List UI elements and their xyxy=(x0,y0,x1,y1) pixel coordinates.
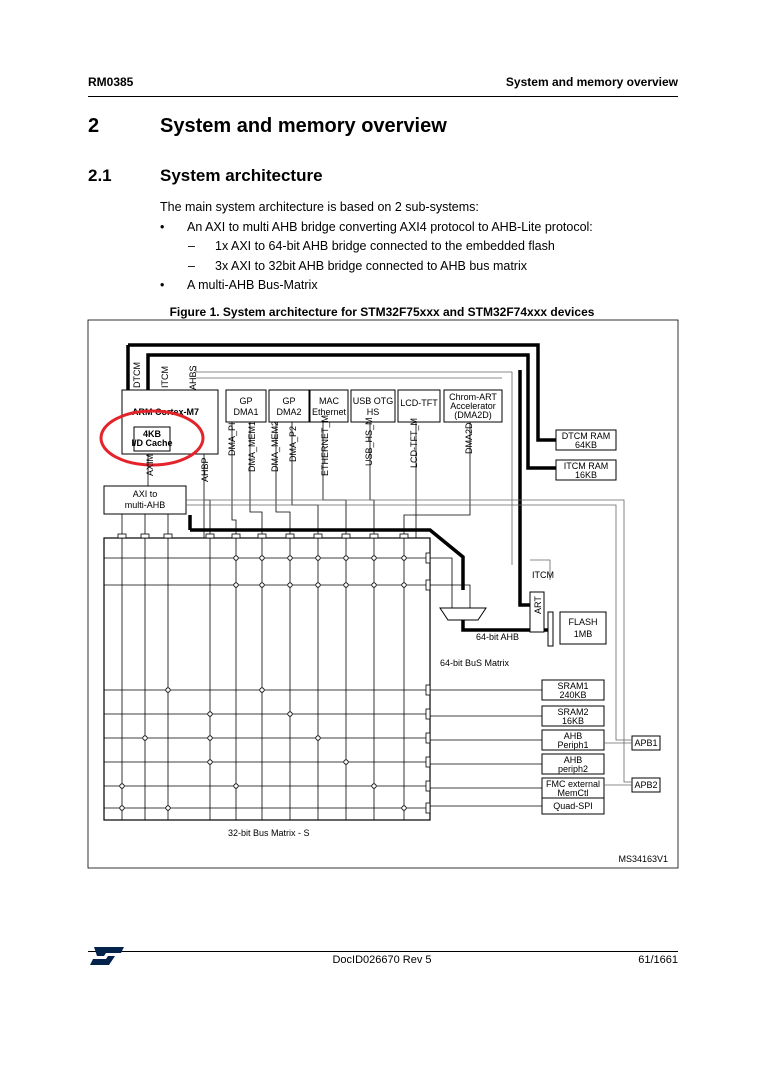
matrix-master-port xyxy=(206,534,214,538)
matrix-master-port xyxy=(314,534,322,538)
matrix-node xyxy=(120,784,124,788)
matrix-master-port xyxy=(232,534,240,538)
slave-size: 16KB xyxy=(561,716,585,726)
ahbp-port-label: AHBP xyxy=(200,457,210,482)
svg-text:GP: GP xyxy=(282,396,296,406)
apb1-block xyxy=(632,736,660,750)
svg-text:DMA2: DMA2 xyxy=(276,407,302,417)
slave-block xyxy=(430,754,604,774)
bus-label: DMA_P2 xyxy=(288,425,298,462)
matrix64-label: 64-bit BuS Matrix xyxy=(440,658,510,668)
master-lcd-tft xyxy=(398,390,440,422)
svg-text:DMA1: DMA1 xyxy=(233,407,259,417)
matrix-node xyxy=(120,806,124,810)
master-gp-dma1 xyxy=(226,390,266,422)
svg-text:1MB: 1MB xyxy=(573,629,593,639)
intro-paragraph: The main system architecture is based on 2 sub-systems: xyxy=(160,200,479,214)
dtcm-ram-block xyxy=(556,430,616,450)
flash-block xyxy=(560,612,606,644)
matrix-node xyxy=(260,556,264,560)
axi-bridge-line1: AXI to xyxy=(132,489,158,499)
slave-label: SRAM2 xyxy=(557,707,589,717)
matrix-node xyxy=(372,556,376,560)
matrix-slave-port xyxy=(426,803,430,813)
slave-size: periph2 xyxy=(557,764,589,774)
matrix-slave-port xyxy=(426,709,430,719)
matrix-node xyxy=(372,784,376,788)
axim-port-label: AXIM xyxy=(145,453,155,476)
sub-bullet-item: – 3x AXI to 32bit AHB bridge connected to AHB bus matrix xyxy=(160,257,680,277)
master-chrom-art xyxy=(444,390,502,422)
slave-block xyxy=(430,798,604,814)
apb2-block xyxy=(632,778,660,792)
matrix-master-port xyxy=(370,534,378,538)
svg-text:16KB: 16KB xyxy=(574,470,598,480)
slave-block xyxy=(430,730,604,750)
svg-text:HS: HS xyxy=(366,407,380,417)
slave-label: Quad-SPI xyxy=(553,801,593,811)
matrix-slave-port xyxy=(426,580,430,590)
bus-label: USB_HS_M xyxy=(364,417,374,466)
svg-text:USB OTG: USB OTG xyxy=(352,396,394,406)
matrix-node xyxy=(260,583,264,587)
matrix-node xyxy=(344,760,348,764)
matrix-slave-port xyxy=(426,781,430,791)
svg-text:Chrom-ART: Chrom-ART xyxy=(449,392,497,402)
matrix-node xyxy=(166,688,170,692)
itcm-port-label: ITCM xyxy=(160,366,170,388)
matrix-master-port xyxy=(400,534,408,538)
art-label: ART xyxy=(533,596,543,614)
matrix-node xyxy=(402,806,406,810)
itcm-label: ITCM xyxy=(532,570,554,580)
subsection-title: System architecture xyxy=(160,166,323,185)
svg-text:LCD-TFT: LCD-TFT xyxy=(400,398,438,408)
core-name: ARM Cortex-M7 xyxy=(132,407,200,417)
section-number: 2 xyxy=(88,115,100,137)
svg-text:APB2: APB2 xyxy=(634,780,658,790)
matrix32-label: 32-bit Bus Matrix - S xyxy=(228,828,310,838)
slave-block xyxy=(430,680,604,700)
matrix-node xyxy=(260,688,264,692)
matrix-node xyxy=(288,556,292,560)
cache-size: 4KB xyxy=(142,429,162,439)
figure-id: MS34163V1 xyxy=(618,854,668,864)
matrix-node xyxy=(344,556,348,560)
matrix-node xyxy=(288,712,292,716)
footer-rule xyxy=(88,951,678,952)
master-usb-otg-hs xyxy=(351,390,395,422)
svg-text:64KB: 64KB xyxy=(574,440,598,450)
svg-text:MAC: MAC xyxy=(319,396,339,406)
bullet-item: • An AXI to multi AHB bridge converting AXI4 protocol to AHB-Lite protocol: xyxy=(160,218,680,238)
footer-page-number: 61/1661 xyxy=(638,954,678,966)
slave-block xyxy=(430,706,604,726)
matrix-master-port xyxy=(258,534,266,538)
matrix-slave-port xyxy=(426,553,430,563)
bullet-item: • A multi-AHB Bus-Matrix xyxy=(160,276,680,296)
bus-label: ETHERNET_M xyxy=(320,414,330,476)
matrix-slave-port xyxy=(426,685,430,695)
svg-text:(DMA2D): (DMA2D) xyxy=(454,410,492,420)
matrix-node xyxy=(208,760,212,764)
slave-label: AHB xyxy=(563,755,583,765)
matrix-master-port xyxy=(118,534,126,538)
svg-text:APB1: APB1 xyxy=(634,738,658,748)
bus-label: DMA_MEM1 xyxy=(247,420,257,472)
svg-text:ITCM RAM: ITCM RAM xyxy=(563,461,609,471)
slave-size: Periph1 xyxy=(557,740,589,750)
matrix-node xyxy=(166,806,170,810)
ahbs-port-label: AHBS xyxy=(188,365,198,390)
slave-size: 240KB xyxy=(559,690,587,700)
bus-matrix-64-mux xyxy=(440,608,486,620)
slave-label: AHB xyxy=(563,731,583,741)
svg-text:Accelerator: Accelerator xyxy=(450,401,496,411)
matrix-node xyxy=(234,556,238,560)
matrix-slave-port xyxy=(426,757,430,767)
slave-label: SRAM1 xyxy=(557,681,589,691)
matrix-master-port xyxy=(164,534,172,538)
svg-text:FLASH: FLASH xyxy=(568,617,598,627)
matrix-node xyxy=(402,583,406,587)
matrix-node xyxy=(288,583,292,587)
matrix-slave-port xyxy=(426,733,430,743)
matrix-node xyxy=(143,736,147,740)
slave-label: FMC external xyxy=(545,779,601,789)
itcm-ram-block xyxy=(556,460,616,480)
matrix-node xyxy=(208,712,212,716)
master-gp-dma2 xyxy=(269,390,309,422)
matrix-node xyxy=(372,583,376,587)
bus-label: DMA_MEM2 xyxy=(270,420,280,472)
matrix-node xyxy=(316,583,320,587)
header-section-title: System and memory overview xyxy=(505,75,678,89)
subsection-number: 2.1 xyxy=(88,166,112,185)
matrix-master-port xyxy=(286,534,294,538)
footer-doc-ref: DocID026670 Rev 5 xyxy=(332,954,432,966)
matrix-node xyxy=(316,556,320,560)
sub-bullet-item: – 1x AXI to 64-bit AHB bridge connected to the embedded flash xyxy=(160,237,680,257)
cache-type: I/D Cache xyxy=(131,438,173,448)
matrix-node xyxy=(402,556,406,560)
bus-matrix-32 xyxy=(104,538,430,820)
bus-label: DMA_PI xyxy=(227,422,237,456)
matrix-node xyxy=(234,583,238,587)
svg-text:GP: GP xyxy=(239,396,253,406)
axi-bridge-line2: multi-AHB xyxy=(124,500,166,510)
bus-label: DMA2D xyxy=(464,422,474,454)
matrix-master-port xyxy=(342,534,350,538)
header-doc-id: RM0385 xyxy=(88,75,134,89)
section-title: System and memory overview xyxy=(160,115,447,137)
figure-caption: Figure 1. System architecture for STM32F75xxx and STM32F74xxx devices xyxy=(169,305,595,319)
matrix-node xyxy=(234,784,238,788)
svg-text:Ethernet: Ethernet xyxy=(311,407,347,417)
dtcm-port-label: DTCM xyxy=(132,362,142,388)
ahb64-label: 64-bit AHB xyxy=(476,632,520,642)
matrix-node xyxy=(208,736,212,740)
bus-label: LCD-TFT_M xyxy=(409,418,419,468)
slave-block xyxy=(430,778,604,798)
matrix-master-port xyxy=(141,534,149,538)
slave-size: MemCtl xyxy=(557,788,589,798)
matrix-node xyxy=(316,736,320,740)
svg-text:DTCM RAM: DTCM RAM xyxy=(561,431,611,441)
matrix-node xyxy=(344,583,348,587)
